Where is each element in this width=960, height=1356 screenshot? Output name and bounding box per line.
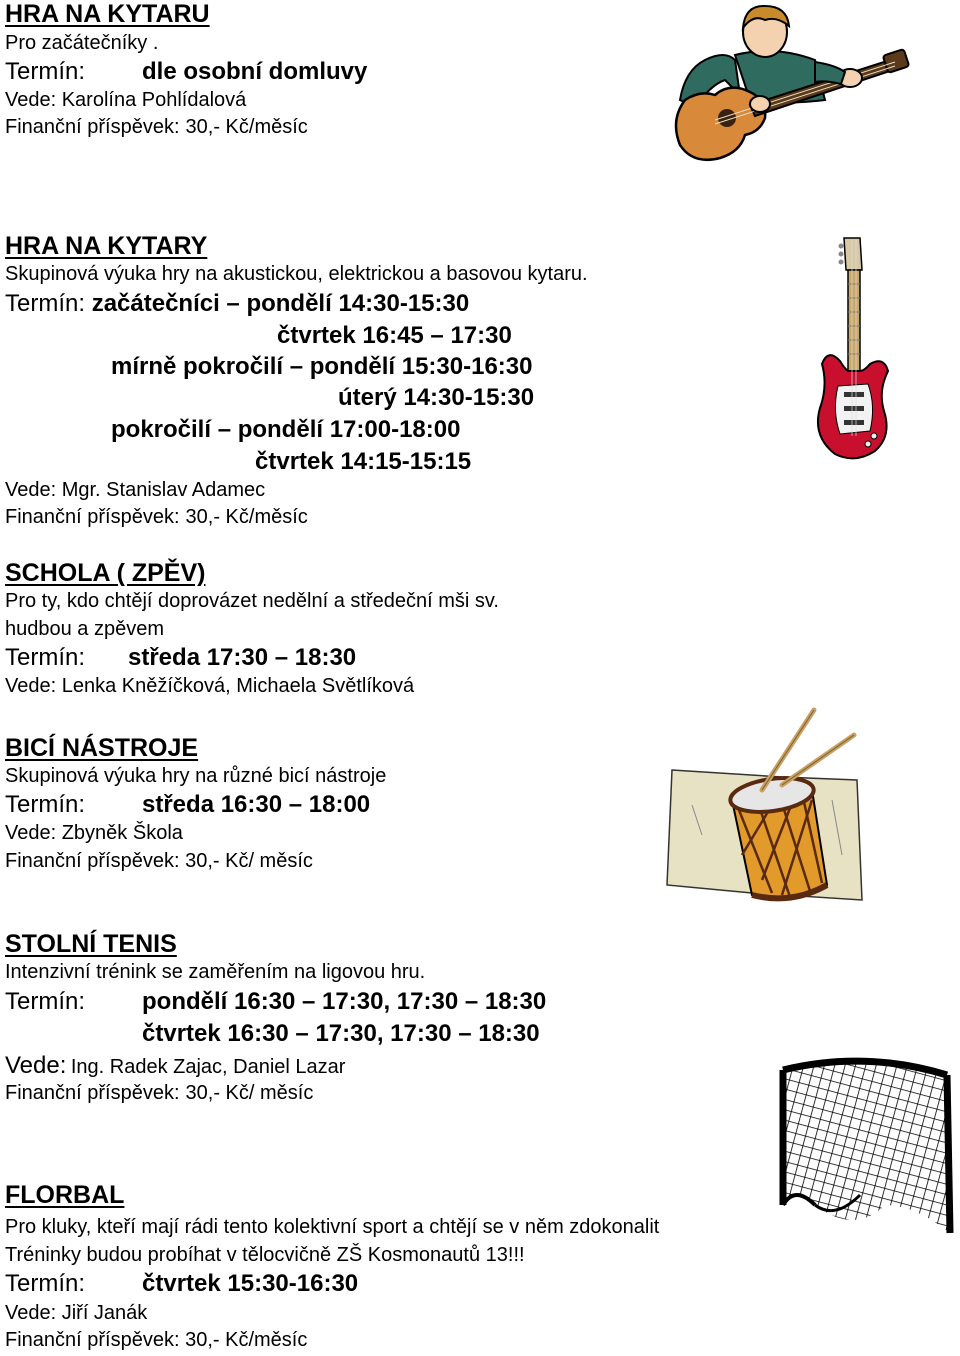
term-label: Termín: [5, 791, 86, 818]
fee-value: 30,- Kč/měsíc [185, 116, 308, 138]
fee-value: 30,- Kč/ měsíc [185, 1082, 314, 1104]
section-heading-guitar: HRA NA KYTARU [5, 0, 210, 28]
schola-description-1: Pro ty, kdo chtějí doprovázet nedělní a středeční mši sv. [5, 590, 499, 612]
schola-lead: Vede: Lenka Kněžíčková, Michaela Světlíková [5, 675, 415, 697]
guitars-lead: Vede: Mgr. Stanislav Adamec [5, 479, 266, 501]
boy-playing-guitar-icon [665, 0, 915, 170]
fee-label: Finanční příspěvek: [5, 1082, 180, 1104]
section-heading-tennis: STOLNÍ TENIS [5, 930, 177, 958]
guitar-fee [5, 117, 308, 137]
florbal-description-1: Pro kluky, kteří mají rádi tento kolektivní sport a chtějí se v něm zdokonalit [5, 1217, 660, 1237]
term-value: začátečníci – pondělí 14:30-15:30 [91, 290, 470, 317]
drums-fee: Finanční příspěvek: 30,- Kč/ měsíc [5, 850, 313, 872]
term-value: středa 16:30 – 18:00 [142, 791, 371, 818]
guitar-term [5, 60, 367, 84]
lead-value: Ing. Radek Zajac, Daniel Lazar [70, 1056, 346, 1078]
drums-description: Skupinová výuka hry na různé bicí nástroje [5, 765, 387, 787]
florbal-term [5, 1272, 358, 1296]
guitar-audience: Pro začátečníky . [5, 32, 159, 54]
goal-net-icon [775, 1055, 955, 1240]
florbal-description-2: Tréninky budou probíhat v tělocvičně ZŠ Kosmonautů 13!!! [5, 1244, 525, 1266]
term-label: Termín: [5, 1270, 86, 1297]
section-heading-schola: SCHOLA ( ZPĚV) [5, 559, 206, 587]
term-label: Termín: [5, 58, 86, 85]
guitars-fee [5, 507, 308, 527]
schola-description-2: hudbou a zpěvem [5, 618, 165, 640]
tennis-description: Intenzivní trénink se zaměřením na ligovou hru. [5, 961, 426, 983]
term-value: dle osobní domluvy [142, 58, 368, 85]
fee-value: 30,- Kč/měsíc [185, 506, 308, 528]
electric-guitar-icon [810, 236, 895, 466]
tennis-term-2: čtvrtek 16:30 – 17:30, 17:30 – 18:30 [142, 1020, 540, 1047]
tennis-fee [5, 1083, 313, 1103]
drums-term [5, 793, 370, 817]
schola-term [5, 646, 356, 670]
guitars-term-2: čtvrtek 16:45 – 17:30 [277, 322, 512, 349]
section-heading-drums: BICÍ NÁSTROJE [5, 734, 199, 762]
fee-label: Finanční příspěvek: [5, 506, 180, 528]
term-value: středa 17:30 – 18:30 [128, 644, 357, 671]
term-value: pondělí 16:30 – 17:30, 17:30 – 18:30 [142, 988, 547, 1015]
term-value: čtvrtek 15:30-16:30 [142, 1270, 359, 1297]
drums-lead: Vede: Zbyněk Škola [5, 822, 183, 844]
lead-label: Vede: [5, 1052, 67, 1079]
tennis-lead [5, 1054, 345, 1078]
drum-icon [662, 705, 867, 910]
guitars-description: Skupinová výuka hry na akustickou, elektrickou a basovou kytaru. [5, 263, 588, 285]
section-heading-florbal: FLORBAL [5, 1181, 125, 1209]
tennis-term-1 [5, 990, 546, 1014]
term-label: Termín: [5, 290, 86, 317]
section-heading-guitars: HRA NA KYTARY [5, 232, 208, 260]
term-label: Termín: [5, 988, 86, 1015]
guitars-term-3: mírně pokročilí – pondělí 15:30-16:30 [111, 353, 533, 380]
guitars-term-4: úterý 14:30-15:30 [338, 384, 535, 411]
guitars-term-6: čtvrtek 14:15-15:15 [255, 448, 472, 475]
fee-label: Finanční příspěvek: [5, 116, 180, 138]
guitars-term-1 [5, 292, 469, 316]
florbal-fee: Finanční příspěvek: 30,- Kč/měsíc [5, 1329, 308, 1351]
guitars-term-5: pokročilí – pondělí 17:00-18:00 [111, 416, 461, 443]
term-label: Termín: [5, 644, 86, 671]
florbal-lead: Vede: Jiří Janák [5, 1302, 148, 1324]
guitar-lead: Vede: Karolína Pohlídalová [5, 89, 247, 111]
